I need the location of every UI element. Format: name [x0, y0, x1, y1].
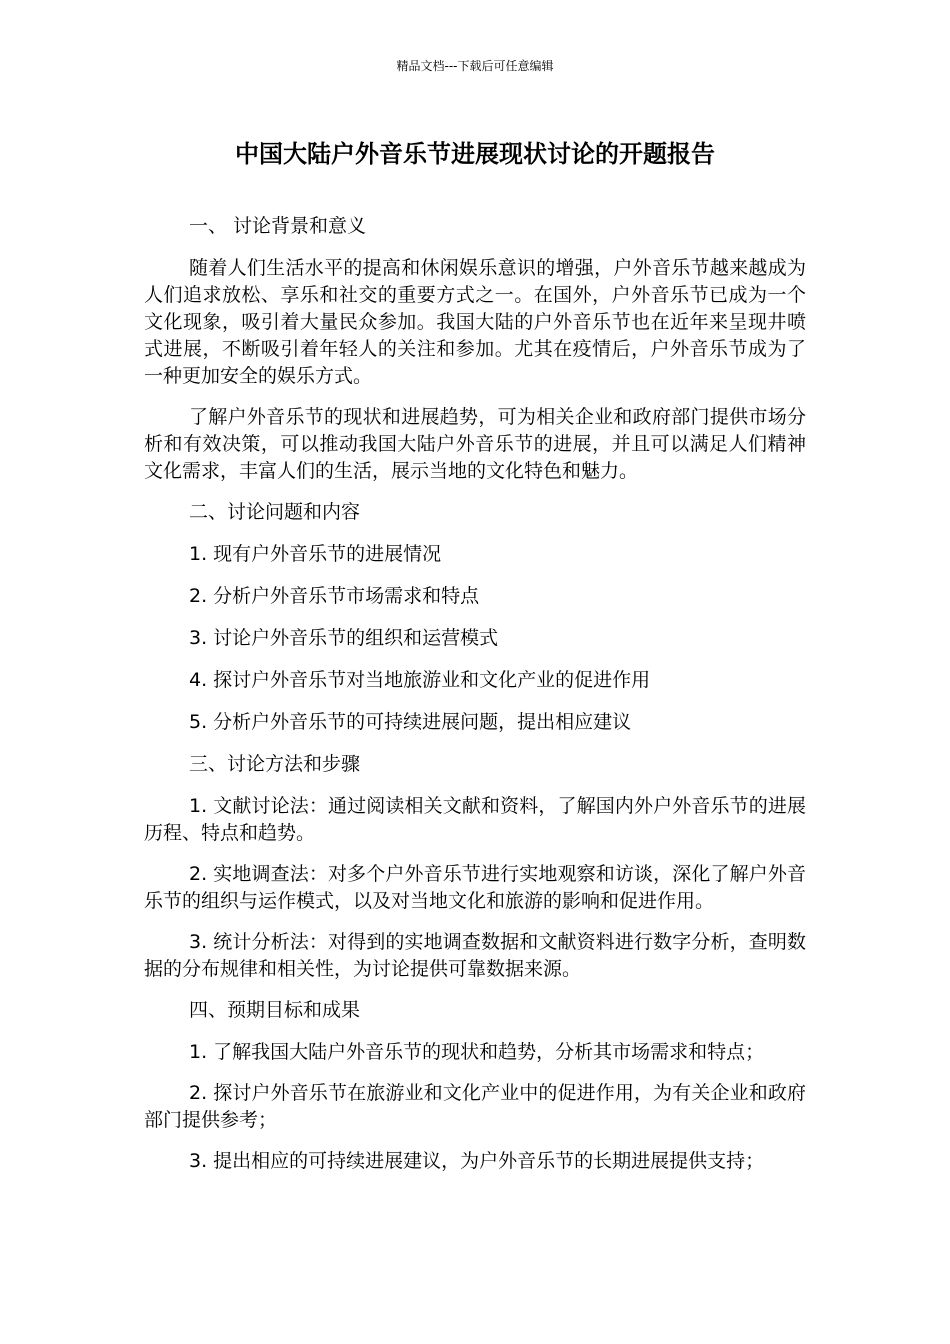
- list-item-question-3: 3. 讨论户外音乐节的组织和运营模式: [189, 627, 499, 649]
- section-heading-questions: 二、讨论问题和内容: [189, 501, 361, 523]
- list-item-question-2: 2. 分析户外音乐节市场需求和特点: [189, 585, 480, 607]
- paragraph-goal-1: 1. 了解我国大陆户外音乐节的现状和趋势，分析其市场需求和特点；: [189, 1041, 765, 1063]
- paragraph-background-2: 了解户外音乐节的现状和进展趋势，可为相关企业和政府部门提供市场分析和有效决策，可以推动我国大陆户外音乐节的进展，并且可以满足人们精神文化需求，丰富人们的生活，展示当地的文化特色和魅力。: [144, 406, 806, 482]
- section-heading-background: 一、 讨论背景和意义: [189, 215, 367, 237]
- paragraph-background-1: 随着人们生活水平的提高和休闲娱乐意识的增强，户外音乐节越来越成为人们追求放松、享乐和社交的重要方式之一。在国外，户外音乐节已成为一个文化现象，吸引着大量民众参加。我国大陆的户外音乐节也在近年来呈现井喷式进展，不断吸引着年轻人的关注和参加。尤其在疫情后，户外音乐节成为了一种更加安全的娱乐方式。: [144, 257, 806, 387]
- paragraph-goal-3: 3. 提出相应的可持续进展建议，为户外音乐节的长期进展提供支持；: [189, 1150, 765, 1172]
- list-item-question-4: 4. 探讨户外音乐节对当地旅游业和文化产业的促进作用: [189, 669, 651, 691]
- document-body: [144, 213, 806, 1189]
- list-item-question-5: 5. 分析户外音乐节的可持续进展问题，提出相应建议: [189, 711, 632, 733]
- paragraph-method-3: 3. 统计分析法：对得到的实地调查数据和文献资料进行数字分析，查明数据的分布规律和相关性，为讨论提供可靠数据来源。: [144, 931, 806, 980]
- paragraph-method-1: 1. 文献讨论法：通过阅读相关文献和资料，了解国内外户外音乐节的进展历程、特点和趋势。: [144, 795, 806, 844]
- header-note: 精品文档---下载后可任意编辑: [396, 59, 554, 73]
- paragraph-goal-2: 2. 探讨户外音乐节在旅游业和文化产业中的促进作用，为有关企业和政府部门提供参考；: [144, 1082, 806, 1131]
- paragraph-method-2: 2. 实地调查法：对多个户外音乐节进行实地观察和访谈，深化了解户外音乐节的组织与运作模式，以及对当地文化和旅游的影响和促进作用。: [144, 863, 806, 912]
- section-heading-goals: 四、预期目标和成果: [189, 999, 361, 1021]
- section-heading-methods: 三、讨论方法和步骤: [189, 753, 361, 775]
- document-title: 中国大陆户外音乐节进展现状讨论的开题报告: [235, 140, 715, 168]
- list-item-question-1: 1. 现有户外音乐节的进展情况: [189, 543, 442, 565]
